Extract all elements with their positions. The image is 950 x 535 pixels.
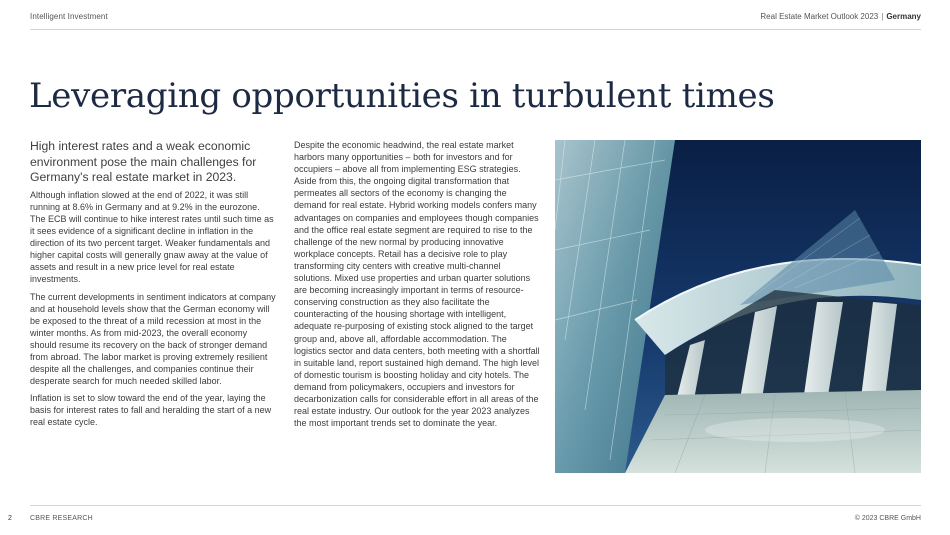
page-title: Leveraging opportunities in turbulent times [29,76,775,116]
text-column-middle [294,139,540,429]
header-report-title [760,12,921,21]
page-number: 2 [8,515,12,522]
body-paragraph: The current developments in sentiment indicators at company and at household levels show that the German economy will be exposed to the threat of a mild recession at most in the winter months. As from mid-2023, the overall economy should resume its recovery on the back of stronger demand from abroad. The labor market is proving extremely resilient despite all the challenges, and companies continue their desperate search for much needed skilled labor. [30,291,276,387]
architecture-illustration [555,140,921,473]
body-paragraph: Inflation is set to slow toward the end of the year, laying the basis for interest rates to fall and heralding the start of a new real estate cycle. [30,393,272,428]
header-brand: Intelligent Investment [30,12,108,21]
footer-copyright: © 2023 CBRE GmbH [854,515,921,522]
body-paragraph: Despite the economic headwind, the real estate market harbors many opportunities – both for investors and for occupiers – above all from implementing ESG strategies. Aside from this, the ongoing digital transformation that permeates all sectors of the economy is changing the demand for real estate. Hybrid working models confers many advantages on companies and employees though companies and the office real estate segment are required to rise to the challenge of the new normal by producing innovative workplace concepts. Retail has a decisive role to play transforming city centers with creative multi-channel solutions. Mixed use properties and urban quarter solutions are becoming increasingly important in terms of resource-conserving construction as they also facilitate the counteracting of the housing shortage with intelligent, adequate re-purposing of existing stock aligned to the target group and, above all, affordable accommodation. The logistics sector and data centers, both meeting with a shortfall in suitable land, report sustained high demand. The high level of domestic tourism is boosting holiday and city hotels. The demand from policymakers, occupiers and investors for decarbonization calls for considerable effort in all areas of the real estate industry. Our outlook for the year 2023 analyzes the most important trends set to dominate the year. [294,140,540,429]
header-separator: | [881,12,884,21]
architecture-photo [555,140,921,473]
footer-publisher: CBRE RESEARCH [30,515,93,522]
text-column-left [30,139,276,434]
header-divider [30,29,921,30]
body-paragraph: Although inflation slowed at the end of 2022, it was still running at 8.6% in Germany and at 9.2% in the eurozone. The ECB will continue to hike interest rates until such time as it sees evidence of a significant decline in inflation in the direction of its two percent target. Weaker fundamentals and higher capital costs will generally gnaw away at the value of assets and result in a new price level for real estate investments. [30,189,274,285]
header-country: Germany [886,12,921,21]
header-report-label: Real Estate Market Outlook 2023 [760,12,879,21]
lead-paragraph: High interest rates and a weak economic environment pose the main challenges for Germany's real estate market in 2023. [30,139,257,185]
footer-divider [30,505,921,506]
